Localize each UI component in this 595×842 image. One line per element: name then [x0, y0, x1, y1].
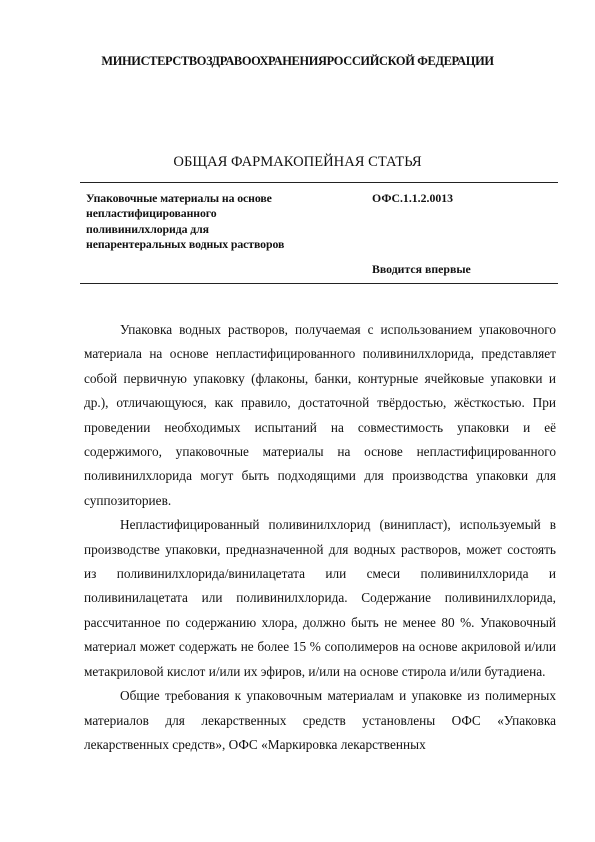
body-paragraph: Упаковка водных растворов, получаемая с использованием упаковочного материала на основе непластифицированного поливинилхлорида, представляет собой первичную упаковку (флаконы, банки, контурные ячейковые упаковки и др.), отличающуюся, как правило, достаточной твёрдостью, жёсткостью. При проведении необходимых испытаний на совместимость упаковки и её содержимого, упаковочные материалы на основе непластифицированного поливинилхлорида могут быть подходящими для производства упаковки для суппозиториев. [84, 322, 556, 508]
document-type-title: ОБЩАЯ ФАРМАКОПЕЙНАЯ СТАТЬЯ [173, 154, 422, 170]
article-title-line: Упаковочные материалы на основе [86, 191, 272, 205]
article-body [84, 318, 556, 757]
ministry-header: МИНИСТЕРСТВОЗДРАВООХРАНЕНИЯРОССИЙСКОЙ ФЕДЕРАЦИИ [101, 54, 494, 68]
article-title-line: непластифицированного [86, 206, 217, 221]
body-paragraph: Общие требования к упаковочным материалам и упаковке из полимерных материалов для лекарственных средств установлены ОФС «Упаковка лекарственных средств», ОФС «Маркировка лекарственных [84, 688, 556, 752]
article-title-line: поливинилхлорида для [86, 221, 209, 236]
article-title [86, 191, 356, 252]
header-bottom-rule [80, 283, 558, 284]
article-code: ОФС.1.1.2.0013 [372, 191, 454, 205]
article-status: Вводится впервые [372, 262, 471, 276]
header-top-rule [80, 182, 558, 183]
article-title-line: непарентеральных водных растворов [86, 236, 285, 251]
body-paragraph: Непластифицированный поливинилхлорид (винипласт), используемый в производстве упаковки, предназначенной для водных растворов, может состоять из поливинилхлорида/винилацетата или смеси поливинилхлорида и поливинилацетата или поливинилхлорида. Содержание поливинилхлорида, рассчитанное по содержанию хлора, должно быть не менее 80 %. Упаковочный материал может содержать не более 15 % сополимеров на основе акриловой и/или метакриловой кислот и/или их эфиров, и/или на основе стирола и/или бутадиена. [84, 517, 556, 679]
